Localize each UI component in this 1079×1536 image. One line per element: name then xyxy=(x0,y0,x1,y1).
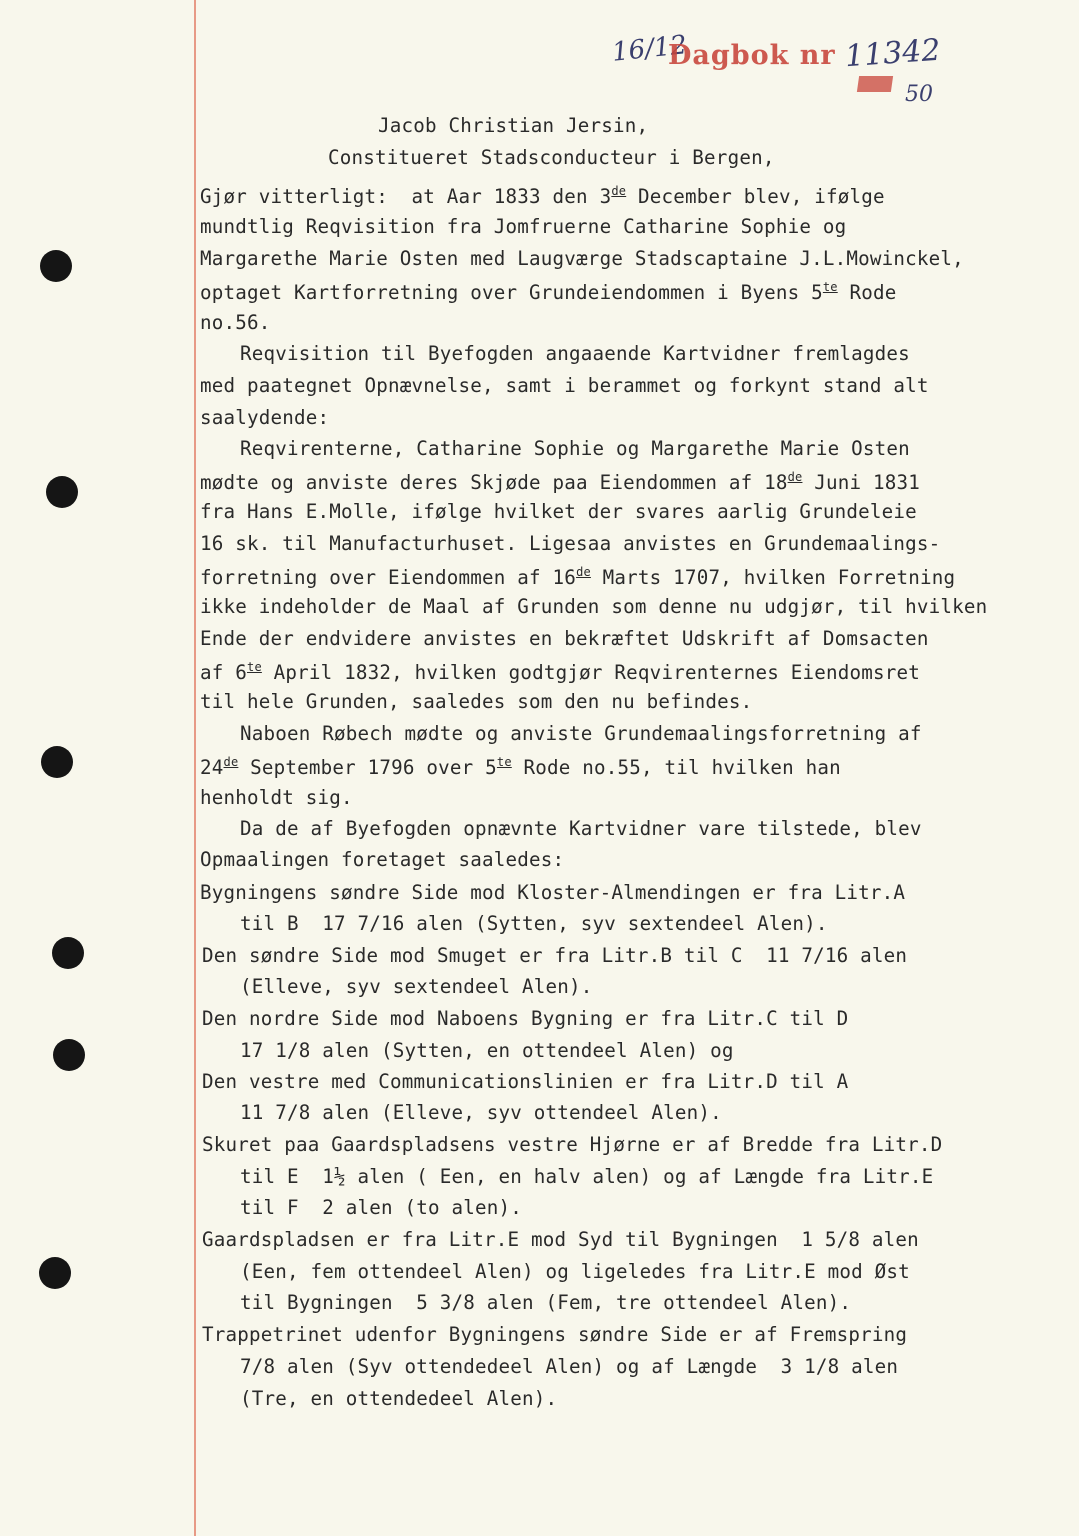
header-office: Constitueret Stadsconducteur i Bergen, xyxy=(328,146,775,169)
text-line: til E 1½ alen ( Een, en halv alen) og af Længde fra Litr.E xyxy=(240,1165,934,1188)
stamp-mark xyxy=(857,76,893,92)
text-line: no.56. xyxy=(200,311,271,334)
text-line: Gaardspladsen er fra Litr.E mod Syd til Bygningen 1 5/8 alen xyxy=(202,1228,919,1251)
stamp-number: 11342 xyxy=(843,32,942,75)
text-line: 16 sk. til Manufacturhuset. Ligesaa anvistes en Grundemaalings- xyxy=(200,532,941,555)
text-line: Trappetrinet udenfor Bygningens søndre Side er af Fremspring xyxy=(202,1323,908,1346)
text-line: Reqvisition til Byefogden angaaende Kartvidner fremlagdes xyxy=(240,342,910,365)
text-line: ikke indeholder de Maal af Grunden som denne nu udgjør, til hvilken xyxy=(200,595,988,618)
text-line: Margarethe Marie Osten med Laugværge Stadscaptaine J.L.Mowinckel, xyxy=(200,247,964,270)
text-line: Naboen Røbech mødte og anviste Grundemaalingsforretning af xyxy=(240,722,922,745)
text-line: Da de af Byefogden opnævnte Kartvidner vare tilstede, blev xyxy=(240,817,922,840)
text-line: til F 2 alen (to alen). xyxy=(240,1196,523,1219)
stamp-date: 16/12 xyxy=(610,30,689,68)
punch-hole xyxy=(46,476,78,508)
punch-hole xyxy=(40,250,72,282)
text-line: 24de September 1796 over $5^{te}$ Rode no.55, til hvilken han xyxy=(200,755,841,779)
text-line: mødte og anviste deres Skjøde paa Eiendommen af 18de Juni 1831 xyxy=(200,470,920,494)
text-line: Bygningens søndre Side mod Kloster-Almendingen er fra Litr.A xyxy=(200,881,906,904)
text-line: Den nordre Side mod Naboens Bygning er fra Litr.C til D xyxy=(202,1007,849,1030)
text-line: saalydende: xyxy=(200,406,330,429)
text-line: Skuret paa Gaardspladsens vestre Hjørne er af Bredde fra Litr.D xyxy=(202,1133,943,1156)
text-line: til hele Grunden, saaledes som den nu befindes. xyxy=(200,690,753,713)
text-line: henholdt sig. xyxy=(200,786,353,809)
text-line: til B 17 7/16 alen (Sytten, syv sextendeel Alen). xyxy=(240,912,828,935)
text-line: Ende der endvidere anvistes en bekræftet Udskrift af Domsacten xyxy=(200,627,929,650)
text-line: med paategnet Opnævnelse, samt i berammet og forkynt stand alt xyxy=(200,374,929,397)
text-line: Reqvirenterne, Catharine Sophie og Margarethe Marie Osten xyxy=(240,437,910,460)
text-line: af $6^{te}$ April 1832, hvilken godtgjør Reqvirenternes Eiendomsret xyxy=(200,660,920,684)
stamp-year: 50 xyxy=(905,82,933,107)
text-line: 17 1/8 alen (Sytten, en ottendeel Alen) og xyxy=(240,1039,734,1062)
text-line: Opmaalingen foretaget saaledes: xyxy=(200,848,565,871)
text-line: Gjør vitterligt: at Aar 1833 den 3de December blev, ifølge xyxy=(200,184,885,208)
punch-hole xyxy=(41,746,73,778)
text-line: mundtlig Reqvisition fra Jomfruerne Catharine Sophie og xyxy=(200,215,847,238)
punch-hole xyxy=(53,1039,85,1071)
stamp-label: Dagbok nr xyxy=(668,40,836,71)
text-line: 11 7/8 alen (Elleve, syv ottendeel Alen). xyxy=(240,1101,722,1124)
text-line: fra Hans E.Molle, ifølge hvilket der svares aarlig Grundeleie xyxy=(200,500,917,523)
text-line: (Elleve, syv sextendeel Alen). xyxy=(240,975,593,998)
header-name: Jacob Christian Jersin, xyxy=(378,114,649,137)
text-line: Den vestre med Communicationslinien er fra Litr.D til A xyxy=(202,1070,849,1093)
punch-hole xyxy=(52,937,84,969)
text-line: Den søndre Side mod Smuget er fra Litr.B til C 11 7/16 alen xyxy=(202,944,908,967)
punch-hole xyxy=(39,1257,71,1289)
text-line: til Bygningen 5 3/8 alen (Fem, tre ottendeel Alen). xyxy=(240,1291,852,1314)
text-line: (Een, fem ottendeel Alen) og ligeledes fra Litr.E mod Øst xyxy=(240,1260,910,1283)
text-line: 7/8 alen (Syv ottendedeel Alen) og af Længde 3 1/8 alen xyxy=(240,1355,899,1378)
text-line: (Tre, en ottendedeel Alen). xyxy=(240,1387,558,1410)
margin-rule xyxy=(194,0,196,1536)
text-line: optaget Kartforretning over Grundeiendommen i Byens $5^{te}$ Rode xyxy=(200,280,897,304)
text-line: forretning over Eiendommen af 16de Marts 1707, hvilken Forretning xyxy=(200,565,956,589)
